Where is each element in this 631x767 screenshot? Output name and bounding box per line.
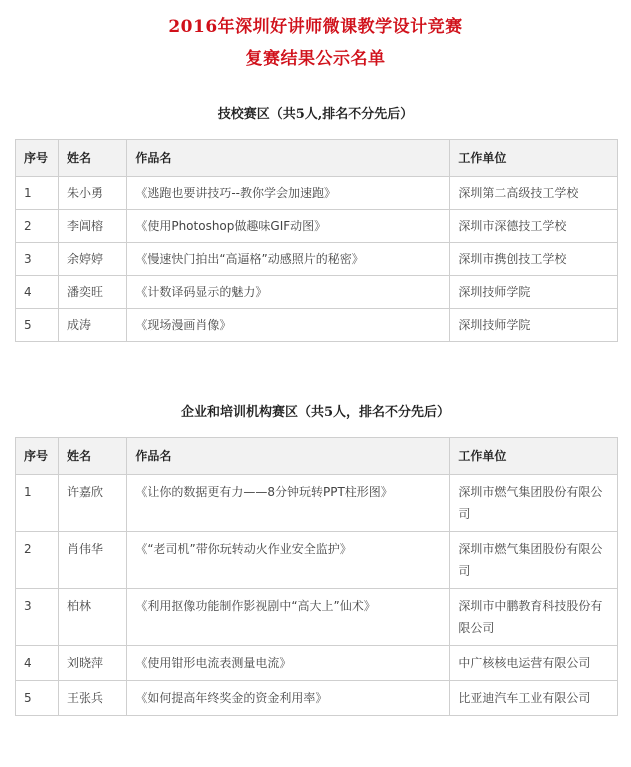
- cell-name: 余婷婷: [59, 243, 127, 276]
- cell-index: 2: [16, 210, 59, 243]
- cell-index: 2: [16, 532, 59, 589]
- table-row: [16, 646, 618, 681]
- cell-employer: 深圳市中鹏教育科技股份有限公司: [450, 589, 618, 646]
- page-title: 2016年深圳好讲师微课教学设计竞赛: [168, 17, 463, 37]
- cell-employer: 深圳市深德技工学校: [450, 210, 618, 243]
- cell-employer: 深圳技师学院: [450, 276, 618, 309]
- cell-name: 柏林: [59, 589, 127, 646]
- cell-work-title: 《计数译码显示的魅力》: [127, 276, 450, 309]
- cell-name: 刘晓萍: [59, 646, 127, 681]
- table-row: [16, 243, 618, 276]
- cell-work-title: 《利用抠像功能制作影视剧中“高大上”仙术》: [127, 589, 450, 646]
- table-header-row: [16, 140, 618, 177]
- cell-index: 4: [16, 646, 59, 681]
- cell-name: 许嘉欣: [59, 475, 127, 532]
- cell-work-title: 《使用Photoshop做趣味GIF动图》: [127, 210, 450, 243]
- header-name: 姓名: [59, 438, 127, 475]
- cell-employer: 深圳市携创技工学校: [450, 243, 618, 276]
- cell-work-title: 《慢速快门拍出“高逼格”动感照片的秘密》: [127, 243, 450, 276]
- results-table-enterprises: [15, 437, 618, 716]
- cell-name: 李阊榕: [59, 210, 127, 243]
- cell-name: 成涛: [59, 309, 127, 342]
- cell-index: 5: [16, 681, 59, 716]
- header-work-title: 作品名: [127, 438, 450, 475]
- table-row: [16, 681, 618, 716]
- table-row: [16, 475, 618, 532]
- cell-index: 1: [16, 177, 59, 210]
- cell-employer: 比亚迪汽车工业有限公司: [450, 681, 618, 716]
- section-heading-enterprises: 企业和培训机构赛区（共5人，排名不分先后）: [180, 405, 451, 420]
- cell-work-title: 《现场漫画肖像》: [127, 309, 450, 342]
- header-index: 序号: [16, 140, 59, 177]
- header-work-title: 作品名: [127, 140, 450, 177]
- header-employer: 工作单位: [450, 140, 618, 177]
- cell-index: 5: [16, 309, 59, 342]
- cell-index: 3: [16, 243, 59, 276]
- cell-work-title: 《如何提高年终奖金的资金利用率》: [127, 681, 450, 716]
- section-heading-technical-schools: 技校赛区（共5人,排名不分先后）: [217, 107, 414, 122]
- cell-employer: 深圳市燃气集团股份有限公司: [450, 475, 618, 532]
- cell-work-title: 《使用钳形电流表测量电流》: [127, 646, 450, 681]
- table-row: [16, 589, 618, 646]
- cell-name: 潘奕旺: [59, 276, 127, 309]
- cell-work-title: 《让你的数据更有力——8分钟玩转PPT柱形图》: [127, 475, 450, 532]
- page-subtitle: 复赛结果公示名单: [245, 49, 386, 69]
- cell-name: 朱小勇: [59, 177, 127, 210]
- cell-name: 王张兵: [59, 681, 127, 716]
- cell-employer: 深圳第二高级技工学校: [450, 177, 618, 210]
- cell-work-title: 《“老司机”带你玩转动火作业安全监护》: [127, 532, 450, 589]
- cell-employer: 深圳技师学院: [450, 309, 618, 342]
- header-name: 姓名: [59, 140, 127, 177]
- cell-employer: 深圳市燃气集团股份有限公司: [450, 532, 618, 589]
- cell-work-title: 《逃跑也要讲技巧--教你学会加速跑》: [127, 177, 450, 210]
- results-table-technical-schools: [15, 139, 618, 342]
- table-row: [16, 532, 618, 589]
- cell-name: 肖伟华: [59, 532, 127, 589]
- cell-index: 1: [16, 475, 59, 532]
- cell-employer: 中广核核电运营有限公司: [450, 646, 618, 681]
- table-header-row: [16, 438, 618, 475]
- cell-index: 4: [16, 276, 59, 309]
- table-row: [16, 309, 618, 342]
- cell-index: 3: [16, 589, 59, 646]
- table-row: [16, 177, 618, 210]
- header-index: 序号: [16, 438, 59, 475]
- header-employer: 工作单位: [450, 438, 618, 475]
- table-row: [16, 276, 618, 309]
- table-row: [16, 210, 618, 243]
